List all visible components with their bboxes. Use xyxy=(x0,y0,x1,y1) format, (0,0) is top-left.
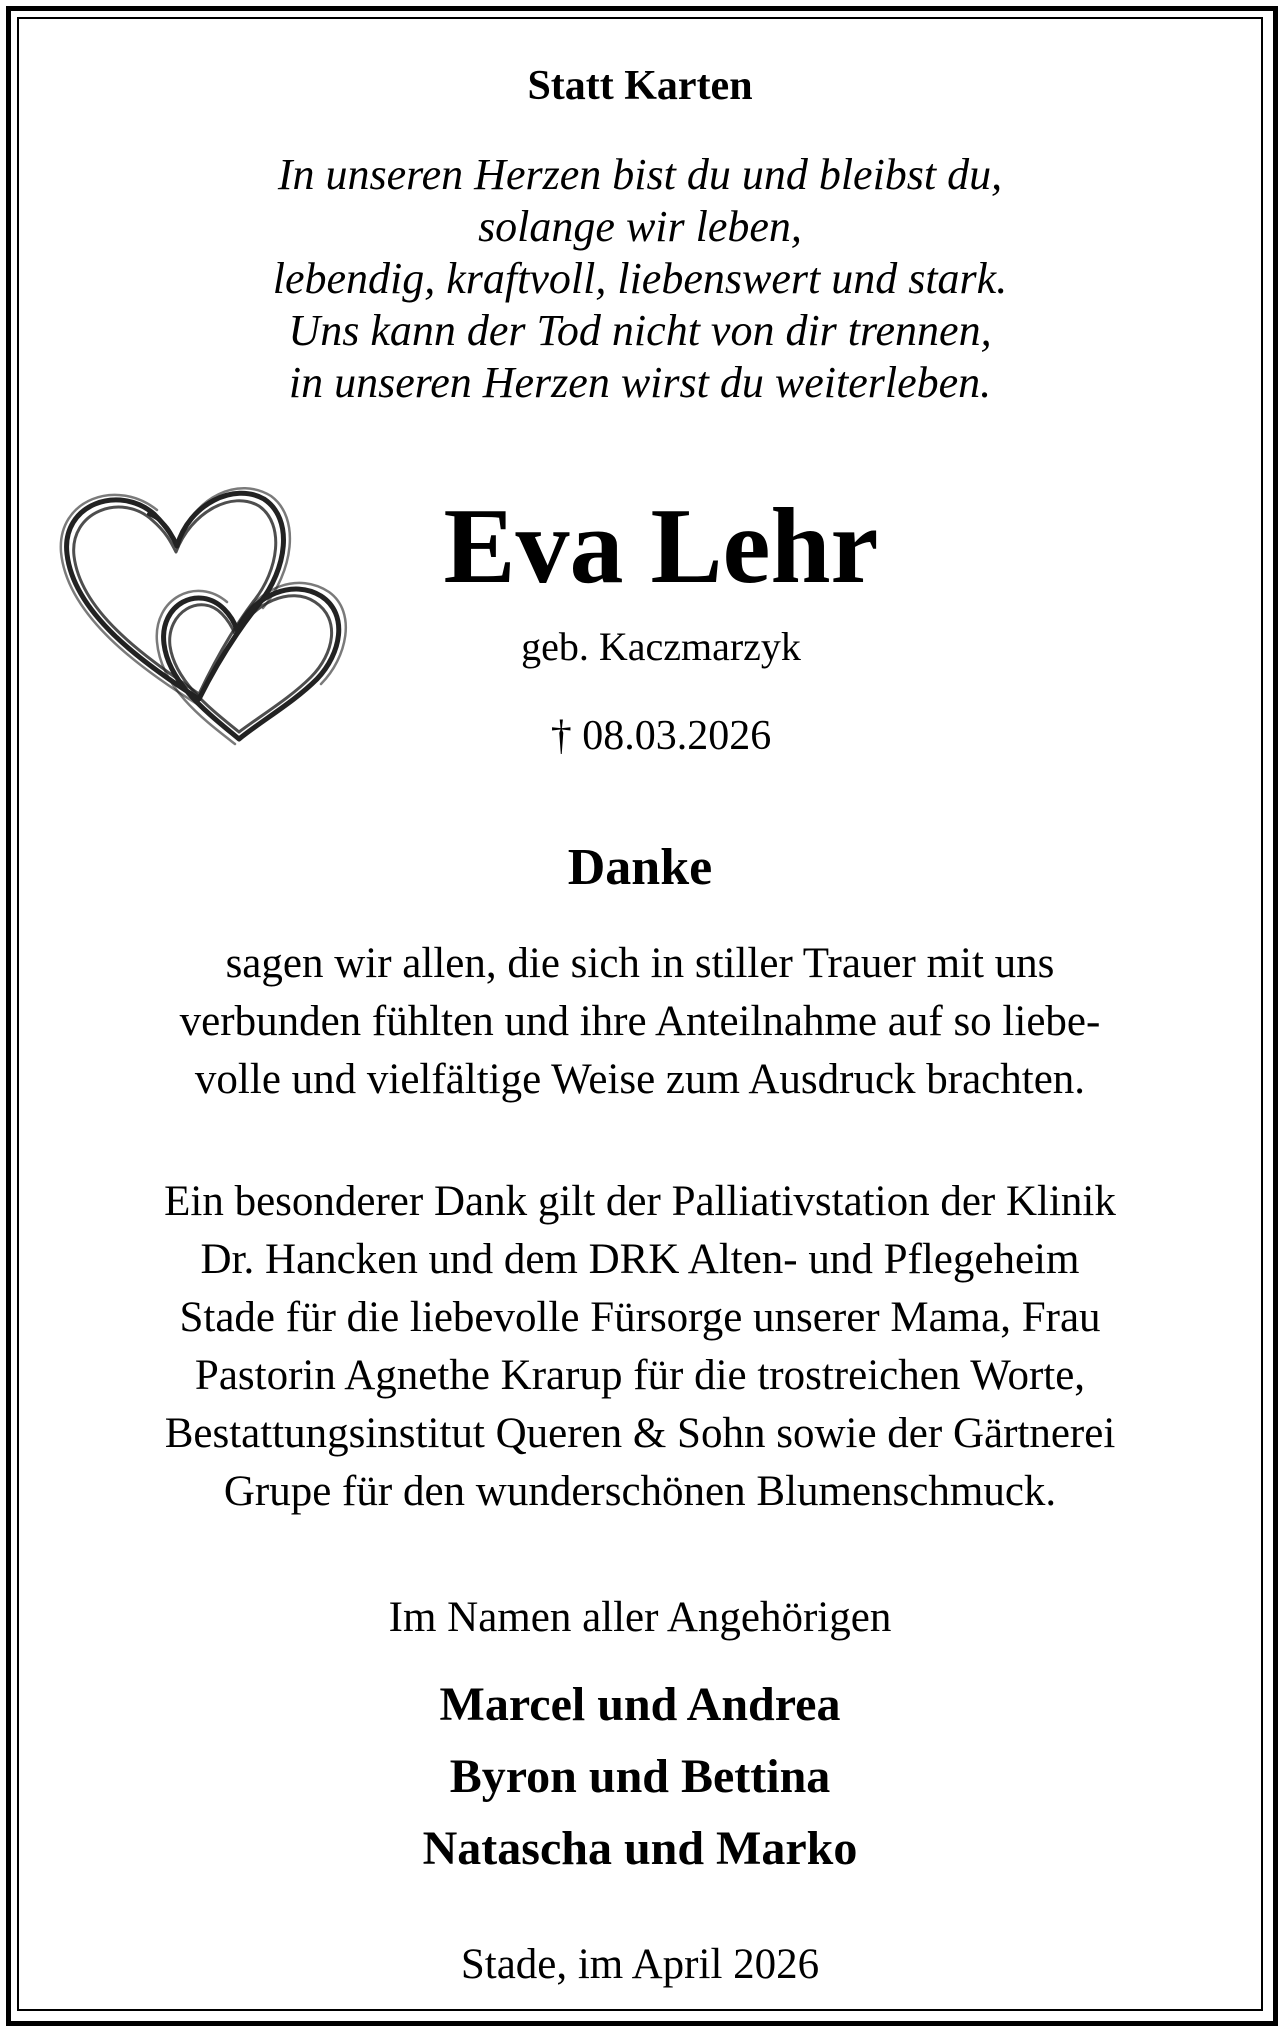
deceased-name: Eva Lehr xyxy=(443,487,879,606)
poem-line: solange wir leben, xyxy=(478,202,802,251)
text-line: Ein besonderer Dank gilt der Palliativstation der Klinik xyxy=(164,1178,1116,1225)
maiden-name: geb. Kaczmarzyk xyxy=(521,624,801,669)
text-line: Stade für die liebevolle Fürsorge unserer Mama, Frau xyxy=(179,1294,1101,1341)
header-title: Statt Karten xyxy=(527,63,753,109)
poem-line: in unseren Herzen wirst du weiterleben. xyxy=(288,358,992,407)
text-line: Dr. Hancken und dem DRK Alten- und Pflegeheim xyxy=(200,1236,1080,1283)
signoff-text: Im Namen aller Angehörigen xyxy=(388,1594,892,1641)
death-date: † 08.03.2026 xyxy=(550,713,772,759)
poem xyxy=(19,149,1261,409)
text-line: Pastorin Agnethe Krarup für die trostreichen Worte, xyxy=(194,1352,1086,1399)
obituary-notice xyxy=(19,19,1261,2009)
text-line: sagen wir allen, die sich in stiller Trauer mit uns xyxy=(225,940,1055,987)
text-line: Bestattungsinstitut Queren & Sohn sowie der Gärtnerei xyxy=(164,1410,1116,1457)
thanks-heading: Danke xyxy=(567,839,713,896)
family-name: Marcel und Andrea xyxy=(439,1678,841,1731)
text-line: verbunden fühlten und ihre Anteilnahme auf so liebe- xyxy=(179,998,1101,1045)
text-line: volle und vielfältige Weise zum Ausdruck brachten. xyxy=(194,1056,1086,1103)
thanks-paragraph xyxy=(19,935,1261,1109)
text-line: Grupe für den wunderschönen Blumenschmuck. xyxy=(223,1468,1057,1515)
poem-line: Uns kann der Tod nicht von dir trennen, xyxy=(288,306,992,355)
place-date: Stade, im April 2026 xyxy=(460,1941,820,1988)
family-name: Natascha und Marko xyxy=(422,1822,858,1875)
family-name: Byron und Bettina xyxy=(449,1750,831,1803)
poem-line: lebendig, kraftvoll, liebenswert und stark. xyxy=(272,254,1008,303)
special-thanks-paragraph xyxy=(19,1173,1261,1521)
family-names xyxy=(19,1669,1261,1885)
poem-line: In unseren Herzen bist du und bleibst du, xyxy=(277,150,1003,199)
